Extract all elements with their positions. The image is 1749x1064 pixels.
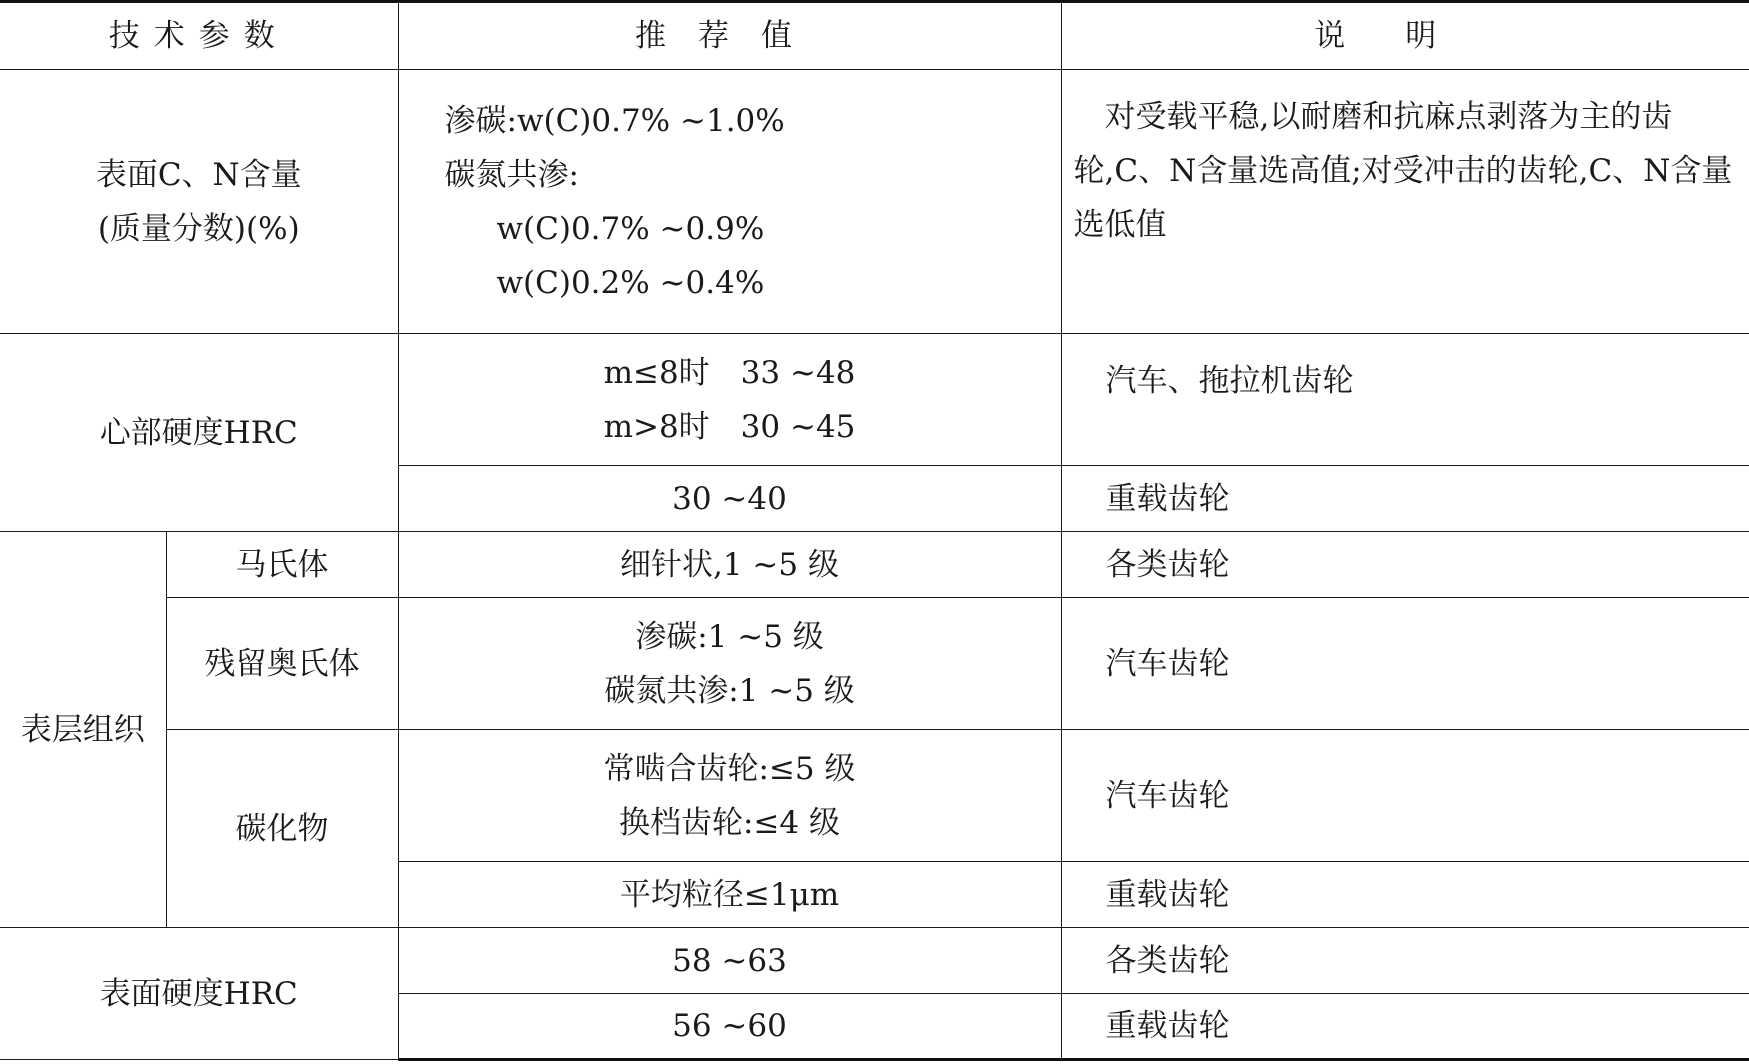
param-retained-austenite: 残留奥氏体 bbox=[166, 598, 398, 730]
value-retained-austenite-line1: 渗碳:1 ~5 级 bbox=[635, 618, 824, 655]
value-core-hardness-a-line2: m>8时 30 ~45 bbox=[603, 408, 856, 445]
header-param: 技术参数 bbox=[0, 2, 398, 70]
value-carbide-a bbox=[398, 730, 1061, 862]
table-row bbox=[0, 532, 1749, 598]
value-core-hardness-a-line1: m≤8时 33 ~48 bbox=[603, 354, 856, 391]
note-surface-hardness-a: 各类齿轮 bbox=[1061, 928, 1749, 994]
note-martensite: 各类齿轮 bbox=[1061, 532, 1749, 598]
note-surface-cn bbox=[1061, 70, 1749, 334]
header-row bbox=[0, 2, 1749, 70]
table-row bbox=[0, 70, 1749, 334]
note-surface-cn-text: 对受载平稳,以耐磨和抗麻点剥落为主的齿轮,C、N含量选高值;对受冲击的齿轮,C、N含量选低值 bbox=[1073, 99, 1733, 243]
note-surface-hardness-b: 重载齿轮 bbox=[1061, 994, 1749, 1060]
note-core-hardness-a: 汽车、拖拉机齿轮 bbox=[1061, 334, 1749, 466]
value-carbide-a-line1: 常啮合齿轮:≤5 级 bbox=[603, 750, 856, 787]
param-surface-cn-line1: 表面C、N含量 bbox=[95, 156, 302, 193]
param-surface-cn-line2: (质量分数)(%) bbox=[97, 210, 300, 247]
value-carburizing: 渗碳:w(C)0.7% ~1.0% bbox=[444, 102, 785, 139]
param-surface-structure: 表层组织 bbox=[0, 532, 166, 928]
value-carbide-a-line2: 换档齿轮:≤4 级 bbox=[619, 804, 840, 841]
value-retained-austenite-line2: 碳氮共渗:1 ~5 级 bbox=[604, 672, 855, 709]
note-carbide-b: 重载齿轮 bbox=[1061, 862, 1749, 928]
param-core-hardness: 心部硬度HRC bbox=[0, 334, 398, 532]
value-carbonitriding-n: w(C)0.2% ~0.4% bbox=[496, 264, 765, 301]
param-carbide: 碳化物 bbox=[166, 730, 398, 928]
value-retained-austenite bbox=[398, 598, 1061, 730]
value-carbide-b: 平均粒径≤1μm bbox=[398, 862, 1061, 928]
note-carbide-a: 汽车齿轮 bbox=[1061, 730, 1749, 862]
value-carbonitriding-label: 碳氮共渗: bbox=[444, 156, 579, 193]
value-surface-hardness-b: 56 ~60 bbox=[398, 994, 1061, 1060]
param-surface-cn bbox=[0, 70, 398, 334]
note-retained-austenite: 汽车齿轮 bbox=[1061, 598, 1749, 730]
value-core-hardness-a bbox=[398, 334, 1061, 466]
value-surface-hardness-a: 58 ~63 bbox=[398, 928, 1061, 994]
table-row bbox=[0, 334, 1749, 466]
note-core-hardness-b: 重载齿轮 bbox=[1061, 466, 1749, 532]
header-value: 推荐值 bbox=[398, 2, 1061, 70]
table-row bbox=[0, 730, 1749, 862]
header-note: 说明 bbox=[1061, 2, 1749, 70]
value-surface-cn bbox=[398, 70, 1061, 334]
param-surface-hardness: 表面硬度HRC bbox=[0, 928, 398, 1060]
param-martensite: 马氏体 bbox=[166, 532, 398, 598]
table-row bbox=[0, 928, 1749, 994]
table-row bbox=[0, 598, 1749, 730]
value-core-hardness-b: 30 ~40 bbox=[398, 466, 1061, 532]
value-martensite: 细针状,1 ~5 级 bbox=[398, 532, 1061, 598]
value-carbonitriding-c: w(C)0.7% ~0.9% bbox=[496, 210, 765, 247]
